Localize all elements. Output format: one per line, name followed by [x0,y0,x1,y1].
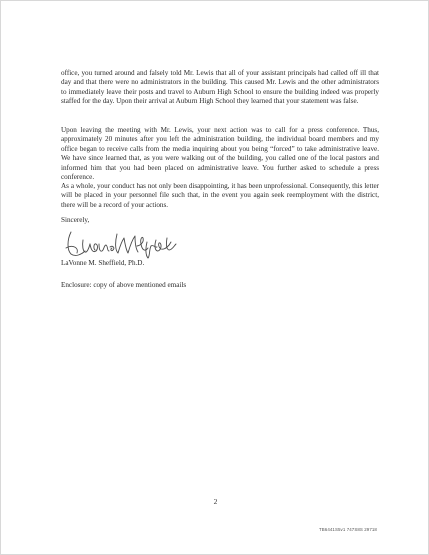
enclosure-note: Enclosure: copy of above mentioned emails [61,281,187,289]
letter-paragraph-3: As a whole, your conduct has not only been disappointing, it has been unprofessional. Consequently, this letter will be placed in your personnel file such that, in the event you again seek reemployment with the district, there will be a record of your actions. [61,182,379,209]
page-number: 2 [213,497,218,506]
handwritten-signature [63,226,183,260]
document-footer-code: TB6441S5v1 747S8S 29718 [319,527,377,532]
letter-paragraph-1: office, you turned around and falsely told Mr. Lewis that all of your assistant principals had called off ill that day and that there were no administrators in the building. This caused Mr. Lewis and the other administrators to immediately leave their posts and travel to Auburn High School to ensure the building indeed was properly staffed for the day. Upon their arrival at Auburn High School they learned that your statement was false. [61,69,379,106]
signer-name: LaVonne M. Sheffield, Ph.D. [61,259,145,267]
letter-closing: Sincerely, [61,216,90,224]
letter-paragraph-2: Upon leaving the meeting with Mr. Lewis, your next action was to call for a press conference. Thus, approximately 20 minutes after you left the administration building, the individual board members and my office began to receive calls from the media inquiring about you being “forced” to take administrative leave. We have since learned that, as you were walking out of the building, you called one of the local pastors and informed him that you had been placed on administrative leave. You further asked to schedule a press conference. [61,126,379,182]
